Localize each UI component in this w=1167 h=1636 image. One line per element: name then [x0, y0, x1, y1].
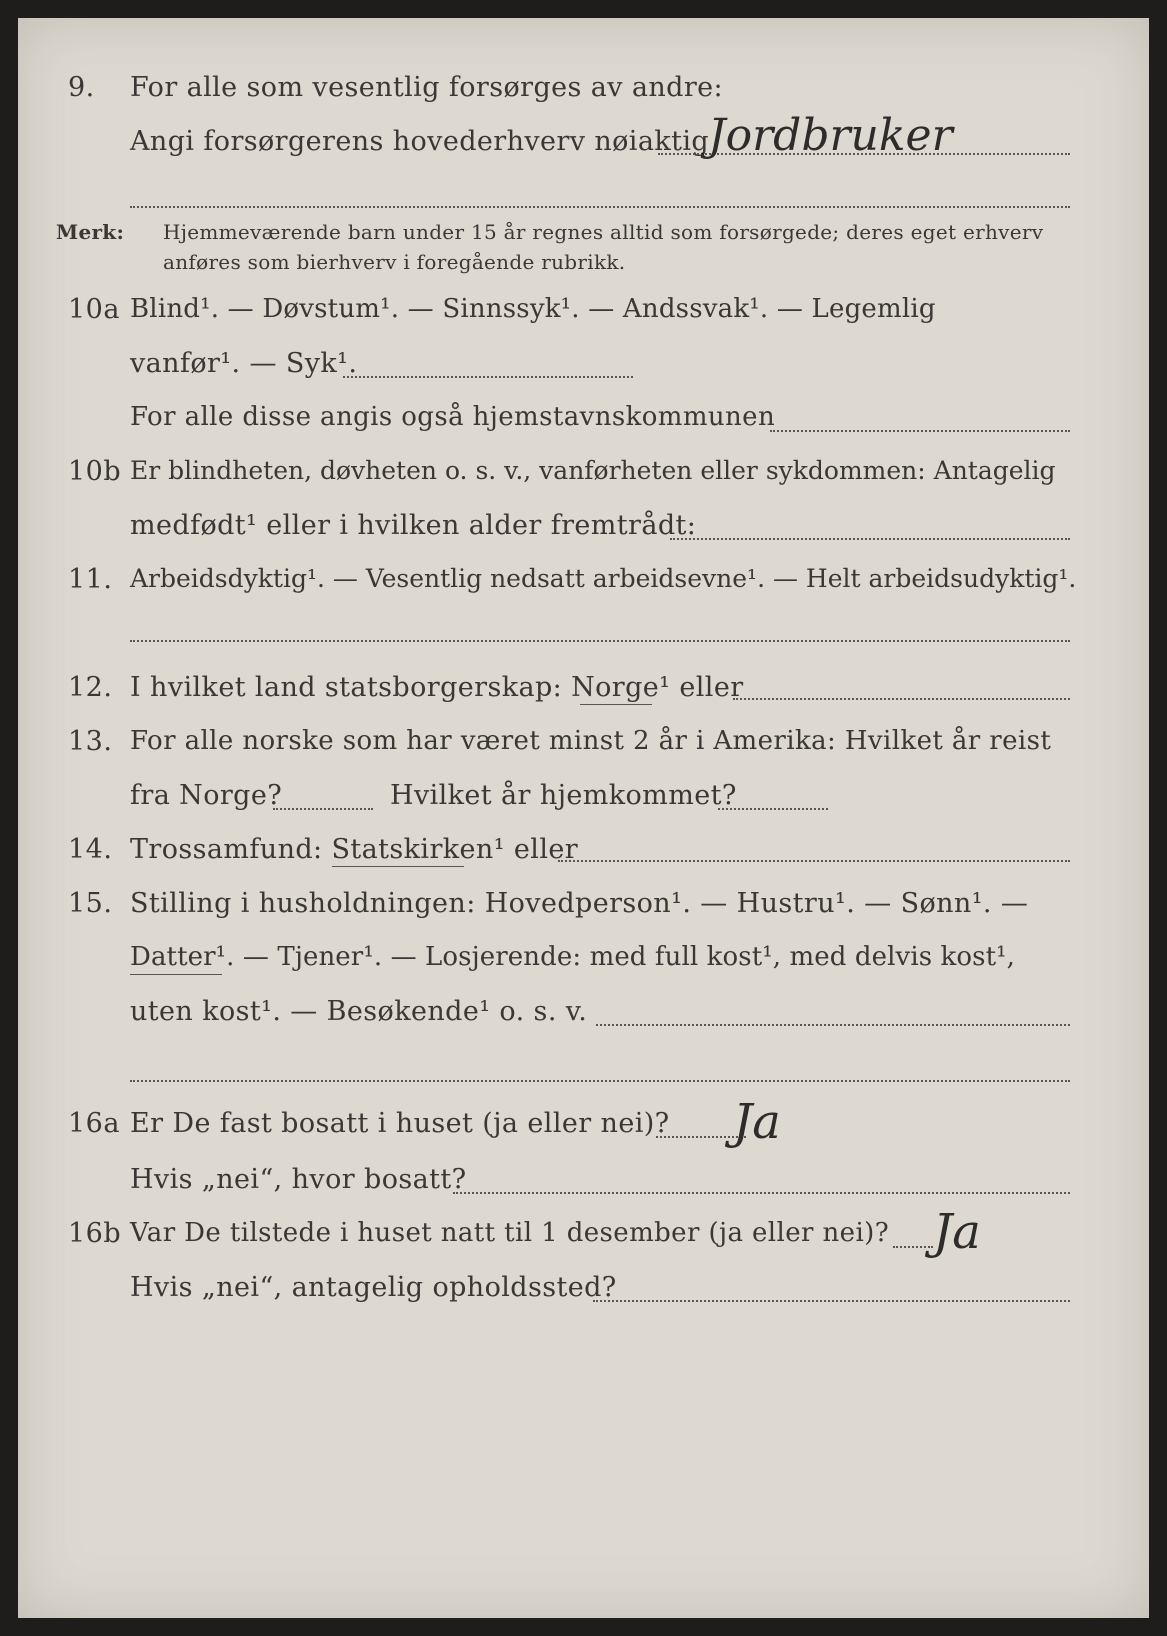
q16b-answer-line [893, 1246, 933, 1248]
q12-line1: I hvilket land statsborgerskap: Norge¹ eller [130, 672, 744, 703]
q16b-handwritten-answer[interactable]: Ja [933, 1204, 981, 1260]
q16a-line2: Hvis „nei“, hvor bosatt? [130, 1164, 467, 1195]
question-number-15: 15. [68, 888, 113, 919]
q10a-line3: For alle disse angis også hjemstavnskommunen [130, 402, 776, 432]
q10a-line1: Blind¹. — Døvstum¹. — Sinnssyk¹. — Andssvak¹. — Legemlig [130, 294, 936, 324]
q10a-line2: vanfør¹. — Syk¹. [130, 348, 358, 379]
note-line1: Hjemmeværende barn under 15 år regnes alltid som forsørgede; deres eget erhverv [163, 220, 1044, 244]
q16a-line1: Er De fast bosatt i huset (ja eller nei)? [130, 1108, 670, 1139]
q12-answer-line [733, 698, 1070, 700]
q14-line1: Trossamfund: Statskirken¹ eller [130, 834, 579, 865]
question-number-11: 11. [68, 564, 113, 595]
q14-answer-line [558, 860, 1070, 862]
q15-datter-underline [130, 974, 222, 975]
q16a-residence-line [453, 1192, 1070, 1194]
q10a-home-municipality-line [770, 430, 1070, 432]
q13-line2b: Hvilket år hjemkommet? [390, 780, 737, 811]
q15-line2: Datter¹. — Tjener¹. — Losjerende: med full kost¹, med delvis kost¹, [130, 942, 1016, 972]
q9-line2: Angi forsørgerens hovederhverv nøiaktig [130, 126, 710, 157]
question-number-12: 12. [68, 672, 113, 703]
q10b-line1: Er blindheten, døvheten o. s. v., vanførheten eller sykdommen: Antagelig [130, 456, 1056, 485]
q16a-handwritten-answer[interactable]: Ja [733, 1094, 781, 1150]
q9-handwritten-answer[interactable]: Jordbruker [708, 110, 953, 161]
q15-extra-line [130, 1080, 1070, 1082]
q15-line1: Stilling i husholdningen: Hovedperson¹. — Hustru¹. — Sønn¹. — [130, 888, 1029, 919]
note-line2: anføres som bierhverv i foregående rubrikk. [163, 250, 626, 274]
q13-line2a: fra Norge? [130, 780, 283, 811]
q15-line3: uten kost¹. — Besøkende¹ o. s. v. [130, 996, 588, 1027]
q9-extra-line [130, 206, 1070, 208]
q10a-answer-line [343, 376, 633, 378]
question-number-13: 13. [68, 726, 113, 757]
q14-statskirken-underline [332, 866, 464, 867]
q12-norge-underline [580, 704, 652, 705]
q15-answer-line [596, 1024, 1070, 1026]
q10b-line2: medfødt¹ eller i hvilken alder fremtrådt: [130, 510, 697, 541]
question-number-16b: 16b [68, 1218, 122, 1249]
q16b-line2: Hvis „nei“, antagelig opholdssted? [130, 1272, 617, 1303]
q16b-line1: Var De tilstede i huset natt til 1 desember (ja eller nei)? [130, 1218, 890, 1248]
census-form-page [18, 18, 1149, 1618]
q13-departure-line [273, 808, 373, 810]
q11-answer-line [130, 640, 1070, 642]
question-number-16a: 16a [68, 1108, 120, 1139]
question-number-10b: 10b [68, 456, 122, 487]
q13-return-line [718, 808, 828, 810]
q13-line1: For alle norske som har været minst 2 år i Amerika: Hvilket år reist [130, 726, 1052, 756]
question-number-14: 14. [68, 834, 113, 865]
note-label: Merk: [56, 220, 125, 244]
q11-line1: Arbeidsdyktig¹. — Vesentlig nedsatt arbeidsevne¹. — Helt arbeidsudyktig¹. [130, 564, 1077, 593]
q10b-answer-line [670, 538, 1070, 540]
question-number-10a: 10a [68, 294, 120, 325]
q16b-location-line [593, 1300, 1070, 1302]
q9-line1: For alle som vesentlig forsørges av andre: [130, 72, 724, 103]
question-number-9: 9. [68, 72, 95, 103]
